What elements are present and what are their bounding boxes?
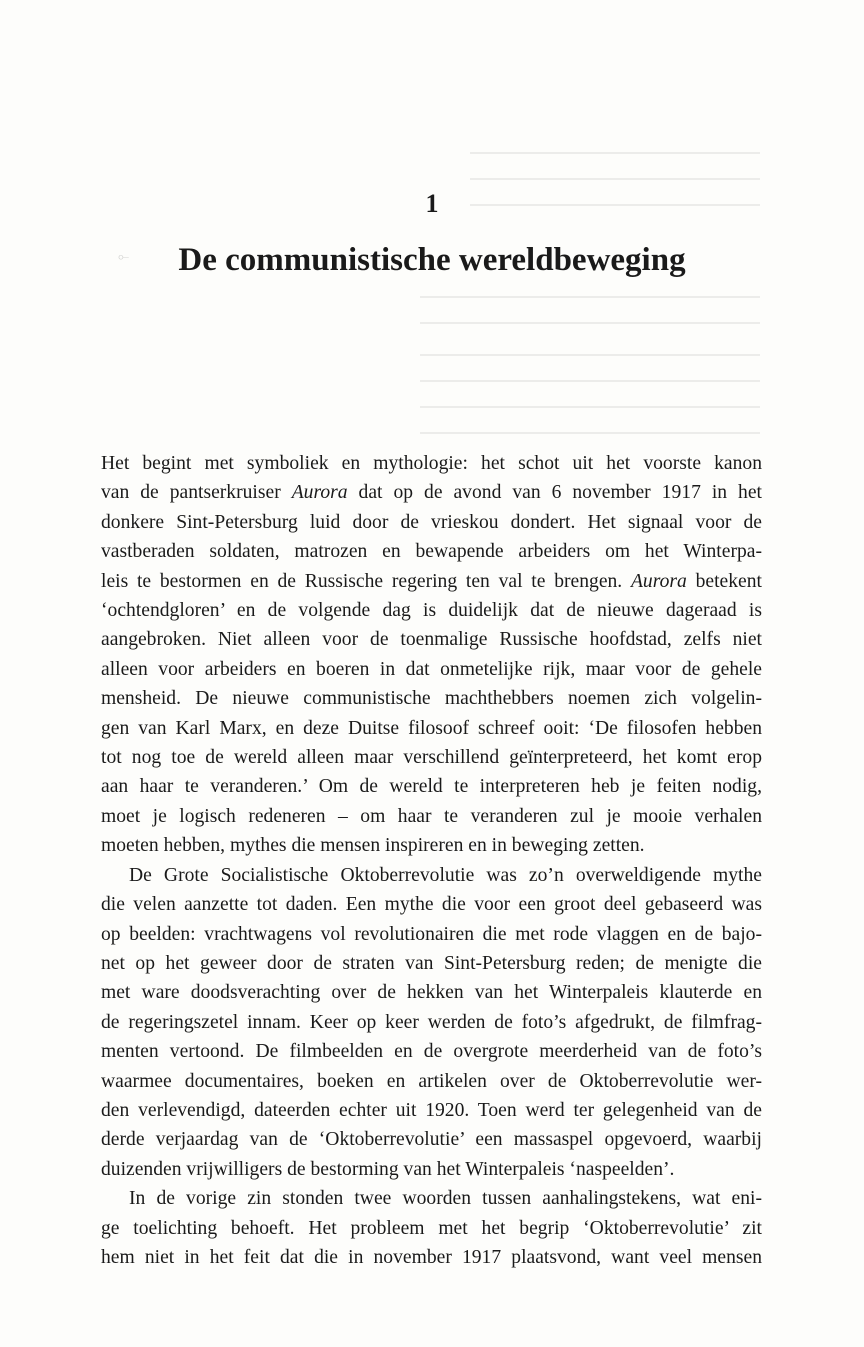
- paragraph: [101, 861, 762, 1184]
- text-line: [101, 655, 762, 684]
- text-line: [101, 714, 762, 743]
- body-text: [101, 449, 762, 1272]
- text-run: op beelden: vrachtwagens vol revolutionairen die met rode vlaggen en de bajo-: [101, 923, 762, 945]
- text-line: [101, 978, 762, 1007]
- text-line: [101, 1096, 762, 1125]
- show-through-line: [420, 406, 760, 408]
- text-run: aangebroken. Niet alleen voor de toenmalige Russische hoofdstad, zelfs niet: [101, 629, 762, 651]
- text-line: [101, 743, 762, 772]
- text-line: [101, 596, 762, 625]
- text-line: [101, 861, 762, 890]
- text-line: [101, 949, 762, 978]
- text-run: dat op de avond van 6 november 1917 in het: [347, 482, 762, 504]
- text-run: betekent: [686, 570, 762, 592]
- text-run: moet je logisch redeneren – om haar te veranderen zul je mooie verhalen: [101, 805, 762, 827]
- text-run: leis te bestormen en de Russische regering ten val te brengen.: [101, 570, 631, 592]
- text-line: [101, 1214, 762, 1243]
- text-run: die velen aanzette tot daden. Een mythe die voor een groot deel gebaseerd was: [101, 894, 762, 916]
- text-run: In de vorige zin stonden twee woorden tussen aanhalingstekens, wat eni-: [129, 1188, 762, 1210]
- show-through-line: [420, 296, 760, 298]
- show-through-line: [420, 354, 760, 356]
- text-line: [101, 1243, 762, 1272]
- text-run: hem niet in het feit dat die in november 1917 plaatsvond, want veel mensen: [101, 1246, 762, 1268]
- text-run: menten vertoond. De filmbeelden en de overgrote meerderheid van de foto’s: [101, 1041, 762, 1063]
- show-through-line: [470, 152, 760, 154]
- text-run: De Grote Socialistische Oktoberrevolutie was zo’n overweldigende mythe: [129, 864, 762, 886]
- paragraph: [101, 1184, 762, 1272]
- text-run: tot nog toe de wereld alleen maar verschillend geïnterpreteerd, het komt erop: [101, 747, 762, 769]
- italic-text: Aurora: [630, 570, 687, 592]
- text-run: mensheid. De nieuwe communistische machthebbers noemen zich volgelin-: [101, 688, 762, 710]
- chapter-number: 1: [425, 189, 439, 218]
- text-line: [101, 890, 762, 919]
- text-line: [101, 478, 762, 507]
- text-run: den verlevendigd, dateerden echter uit 1920. Toen werd ter gelegenheid van de: [101, 1099, 762, 1121]
- text-line: [101, 1184, 762, 1213]
- text-run: net op het geweer door de straten van Sint-Petersburg reden; de menigte die: [101, 952, 762, 974]
- text-run: waarmee documentaires, boeken en artikelen over de Oktoberrevolutie wer-: [101, 1070, 762, 1092]
- text-line: [101, 1008, 762, 1037]
- text-run: aan haar te veranderen.’ Om de wereld te interpreteren heb je feiten nodig,: [101, 776, 762, 798]
- text-line: [101, 1037, 762, 1066]
- text-run: ‘ochtendgloren’ en de volgende dag is duidelijk dat de nieuwe dageraad is: [101, 600, 762, 622]
- text-line: [101, 802, 762, 831]
- text-run: duizenden vrijwilligers de bestorming van het Winterpaleis ‘naspeelden’.: [101, 1158, 675, 1180]
- text-run: vastberaden soldaten, matrozen en bewapende arbeiders om het Winterpa-: [101, 541, 762, 563]
- text-run: met ware doodsverachting over de hekken van het Winterpaleis klauterde en: [101, 982, 762, 1004]
- text-run: moeten hebben, mythes die mensen inspireren en in beweging zetten.: [101, 835, 645, 857]
- text-run: derde verjaardag van de ‘Oktoberrevolutie’ een massaspel opgevoerd, waarbij: [101, 1129, 762, 1151]
- paragraph: [101, 449, 762, 861]
- text-line: [101, 920, 762, 949]
- text-line: [101, 1125, 762, 1154]
- text-run: Het begint met symboliek en mythologie: het schot uit het voorste kanon: [101, 453, 762, 474]
- text-line: [101, 567, 762, 596]
- show-through-line: [470, 178, 760, 180]
- text-run: de regeringszetel innam. Keer op keer werden de foto’s afgedrukt, de filmfrag-: [101, 1011, 762, 1033]
- show-through-line: [420, 322, 760, 324]
- text-line: [101, 625, 762, 654]
- text-line: [101, 1067, 762, 1096]
- text-line: [101, 684, 762, 713]
- chapter-title: De communistische wereldbeweging: [178, 242, 686, 278]
- text-line: [101, 1155, 762, 1184]
- show-through-line: [420, 380, 760, 382]
- text-line: [101, 831, 762, 860]
- italic-text: Aurora: [291, 482, 348, 504]
- decorative-arrow-icon: ⟜: [118, 250, 130, 265]
- text-run: gen van Karl Marx, en deze Duitse filosoof schreef ooit: ‘De filosofen hebben: [101, 717, 762, 739]
- text-run: ge toelichting behoeft. Het probleem met het begrip ‘Oktoberrevolutie’ zit: [101, 1217, 762, 1239]
- text-line: [101, 508, 762, 537]
- text-run: van de pantserkruiser: [101, 482, 292, 504]
- show-through-line: [420, 432, 760, 434]
- text-run: alleen voor arbeiders en boeren in dat onmetelijke rijk, maar voor de gehele: [101, 658, 762, 680]
- text-line: [101, 449, 762, 478]
- text-line: [101, 772, 762, 801]
- text-line: [101, 537, 762, 566]
- text-run: donkere Sint-Petersburg luid door de vrieskou dondert. Het signaal voor de: [101, 511, 762, 533]
